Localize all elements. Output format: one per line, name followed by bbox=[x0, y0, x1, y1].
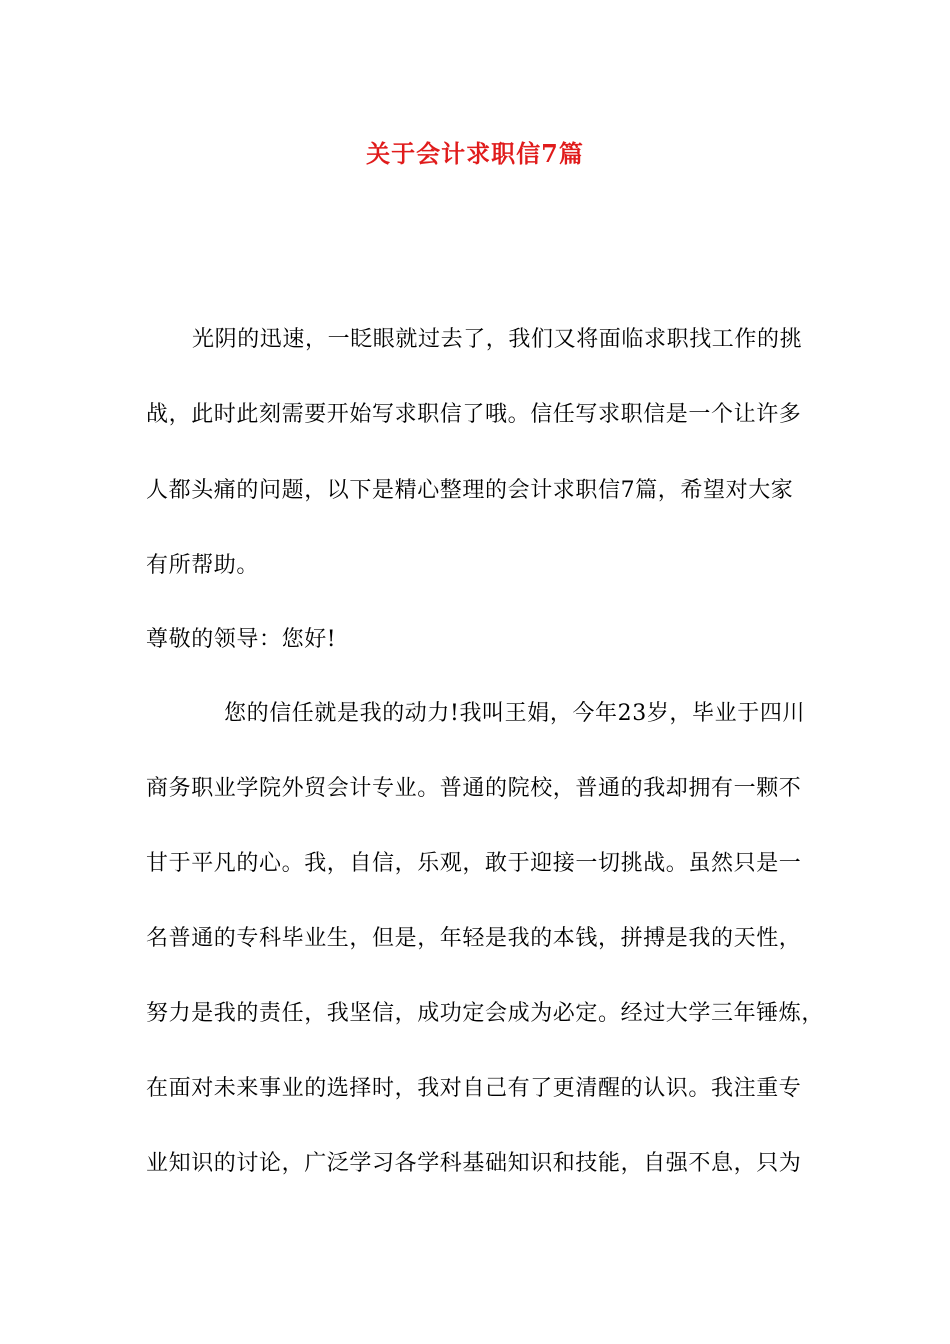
letter-line-2: 商务职业学院外贸会计专业。普通的院校，普通的我却拥有一颗不 bbox=[146, 776, 802, 801]
intro-line-1: 光阴的迅速，一眨眼就过去了，我们又将面临求职找工作的挑 bbox=[192, 327, 803, 352]
letter-line-6: 在面对未来事业的选择时，我对自己有了更清醒的认识。我注重专 bbox=[146, 1076, 802, 1101]
intro-line-3: 人都头痛的问题，以下是精心整理的会计求职信7篇，希望对大家 bbox=[146, 478, 794, 503]
letter-line-4: 名普通的专科毕业生，但是，年轻是我的本钱，拼搏是我的天性， bbox=[146, 926, 802, 951]
intro-line-4: 有所帮助。 bbox=[146, 553, 260, 578]
letter-line-3: 甘于平凡的心。我，自信，乐观，敢于迎接一切挑战。虽然只是一 bbox=[146, 851, 802, 876]
letter-line-1: 您的信任就是我的动力!我叫王娟，今年23岁，毕业于四川 bbox=[224, 701, 806, 726]
document-title: 关于会计求职信7篇 bbox=[366, 139, 584, 168]
letter-line-5: 努力是我的责任，我坚信，成功定会成为必定。经过大学三年锤炼， bbox=[146, 1001, 825, 1026]
salutation: 尊敬的领导：您好! bbox=[146, 627, 337, 652]
letter-line-7: 业知识的讨论，广泛学习各学科基础知识和技能，自强不息，只为 bbox=[146, 1151, 802, 1176]
intro-line-2: 战，此时此刻需要开始写求职信了哦。信任写求职信是一个让许多 bbox=[146, 402, 802, 427]
